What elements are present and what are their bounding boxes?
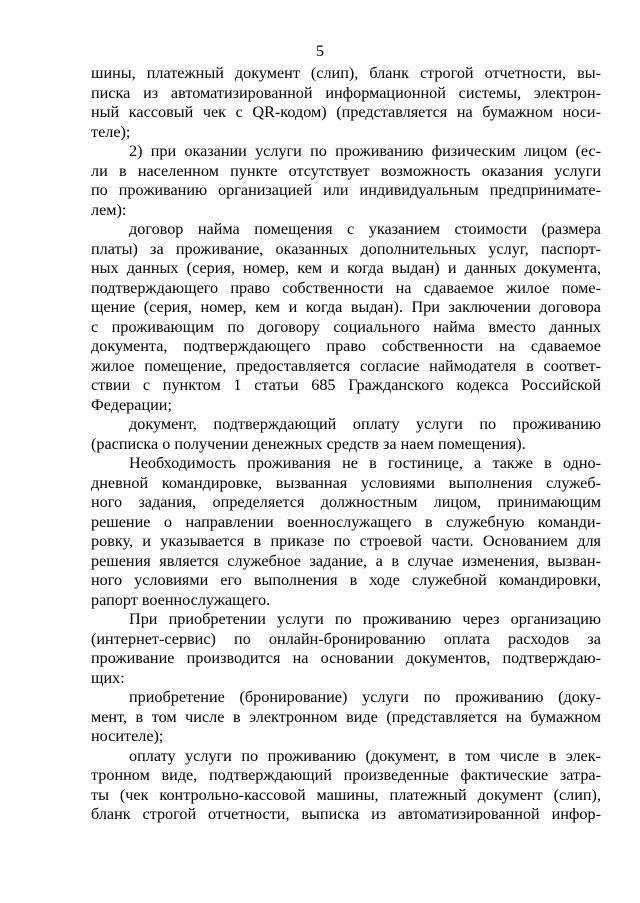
text-line: подтверждающего право собственности на сдаваемое жилое поме- [91, 278, 601, 297]
text-line: шины, платежный документ (слип), бланк строгой отчетности, вы- [91, 64, 601, 82]
text-line: документ, подтверждающий оплату услуги по проживанию [129, 415, 601, 433]
text-line: жилое помещение, предоставляется согласие наймодателя в соответ- [91, 356, 601, 375]
text-line: платы) за проживание, оказанных дополнительных услуг, паспорт- [91, 239, 601, 258]
text-line: дневной командировке, вызванная условиями выполнения служеб- [91, 473, 601, 492]
text-line: носителе); [91, 727, 164, 745]
text-line: ты (чек контрольно-кассовой машины, платежный документ (слип), [91, 785, 601, 804]
text-line: тронном виде, подтверждающий произведенные фактические затра- [91, 766, 601, 784]
text-line: щение (серия, номер, кем и когда выдан). При заключении договора [91, 298, 601, 316]
text-line: бланк строгой отчетности, выписка из автоматизированной инфор- [91, 805, 601, 823]
document-body [91, 64, 601, 825]
text-line: Необходимость проживания не в гостинице, а также в одно- [129, 454, 601, 472]
text-line: мент, в том числе в электронном виде (представляется на бумажном [91, 707, 601, 726]
text-line: писка из автоматизированной информационной системы, электрон- [91, 83, 601, 102]
text-line: щих: [91, 668, 125, 687]
text-line: Федерации; [91, 395, 172, 414]
text-line: (интернет-сервис) по онлайн-бронированию оплата расходов за [91, 629, 601, 648]
text-line: по проживанию организацией или индивидуальным предпринимате- [91, 181, 601, 199]
text-line: проживание производится на основании документов, подтверждаю- [91, 649, 601, 667]
text-line: договор найма помещения с указанием стоимости (размера [129, 220, 601, 238]
text-line: лем): [91, 200, 127, 219]
page-number: 5 [316, 43, 324, 60]
text-line: 2) при оказании услуги по проживанию физическим лицом (ес- [129, 142, 601, 160]
text-line: (расписка о получении денежных средств за наем помещения). [91, 434, 526, 453]
text-line: ного задания, определяется должностным лицом, принимающим [91, 493, 601, 511]
text-line: ствии с пунктом 1 статьи 685 Гражданского кодекса Российской [91, 376, 601, 394]
text-line: теле); [91, 122, 131, 141]
text-line: оплату услуги по проживанию (документ, в том числе в элек- [129, 746, 601, 765]
text-line: решение о направлении военнослужащего в служебную команди- [91, 512, 601, 531]
text-line: ли в населенном пункте отсутствует возможность оказания услуги [91, 161, 601, 180]
text-line: При приобретении услуги по проживанию через организацию [129, 610, 601, 628]
text-line: рапорт военнослужащего. [91, 590, 271, 609]
text-line: решения является служебное задание, а в случае изменения, вызван- [91, 551, 601, 570]
text-line: с проживающим по договору социального найма вместо данных [91, 317, 601, 336]
text-line: ных данных (серия, номер, кем и когда выдан) и данных документа, [91, 259, 601, 277]
text-line: ный кассовый чек с QR-кодом) (представляется на бумажном носи- [91, 103, 601, 121]
text-line: приобретение (бронирование) услуги по проживанию (доку- [129, 688, 601, 706]
text-line: ного условиями его выполнения в ходе служебной командировки, [91, 571, 601, 589]
text-line: ровку, и указывается в приказе по строевой части. Основанием для [91, 532, 601, 550]
text-line: документа, подтверждающего право собственности на сдаваемое [91, 337, 601, 355]
